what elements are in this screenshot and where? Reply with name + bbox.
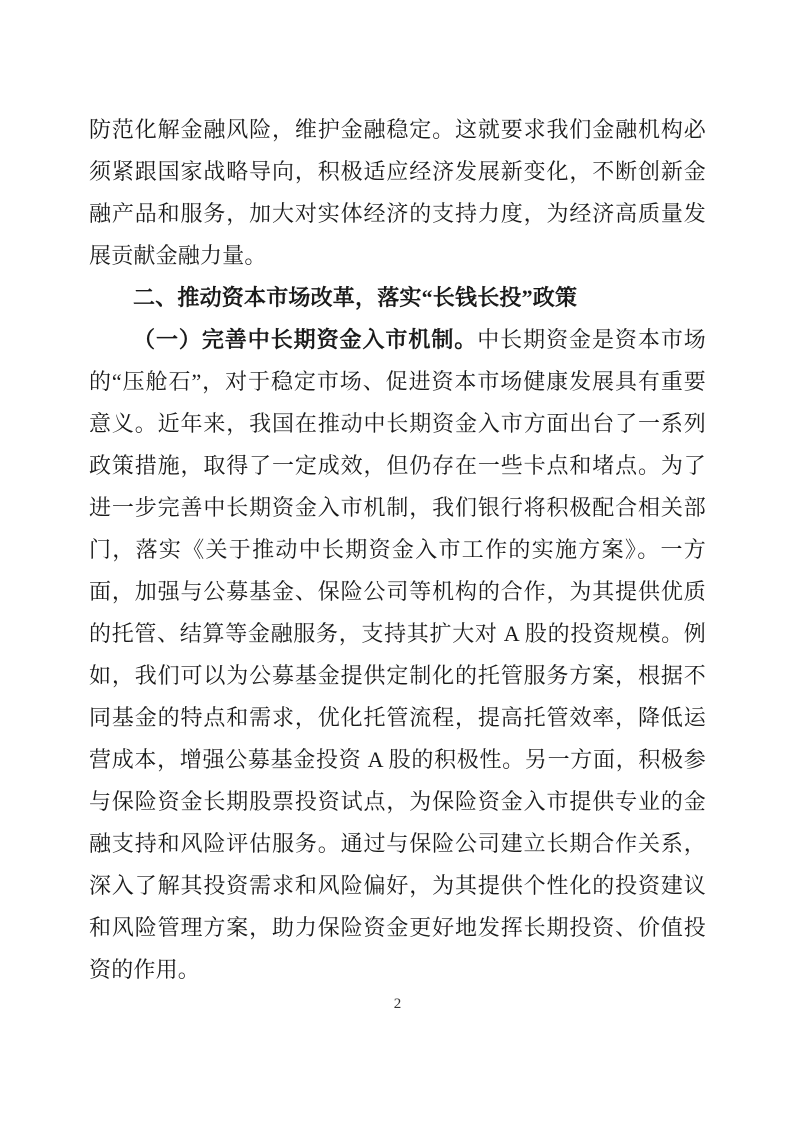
paragraph-continuation: 防范化解金融风险，维护金融稳定。这就要求我们金融机构必须紧跟国家战略导向，积极适应经济发展新变化，不断创新金融产品和服务，加大对实体经济的支持力度，为经济高质量发展贡献金融力量。: [89, 117, 706, 268]
subsection-body-text: 中长期资金是资本市场的“压舱石”，对于稳定市场、促进资本市场健康发展具有重要意义。近年来，我国在推动中长期资金入市方面出台了一系列政策措施，取得了一定成效，但仍存在一些卡点和堵点。为了进一步完善中长期资金入市机制，我们银行将积极配合相关部门，落实《关于推动中长期资金入市工作的实施方案》。一方面，加强与公募基金、保险公司等机构的合作，为其提供优质的托管、结算等金融服务，支持其扩大对 A 股的投资规模。例如，我们可以为公募基金提供定制化的托管服务方案，根据不同基金的特点和需求，优化托管流程，提高托管效率，降低运营成本，增强公募基金投资 A 股的积极性。另一方面，积极参与保险资金长期股票投资试点，为保险资金入市提供专业的金融支持和风险评估服务。通过与保险公司建立长期合作关系，深入了解其投资需求和风险偏好，为其提供个性化的投资建议和风险管理方案，助力保险资金更好地发挥长期投资、价值投资的作用。: [89, 327, 706, 982]
paragraph-subsection: [89, 319, 706, 991]
subsection-heading: （一）完善中长期资金入市机制。: [133, 327, 478, 352]
page-content: [89, 109, 706, 991]
page-number: 2: [393, 996, 402, 1012]
page-footer: [89, 994, 706, 1014]
section-heading: 二、推动资本市场改革，落实“长钱长投”政策: [133, 285, 578, 310]
